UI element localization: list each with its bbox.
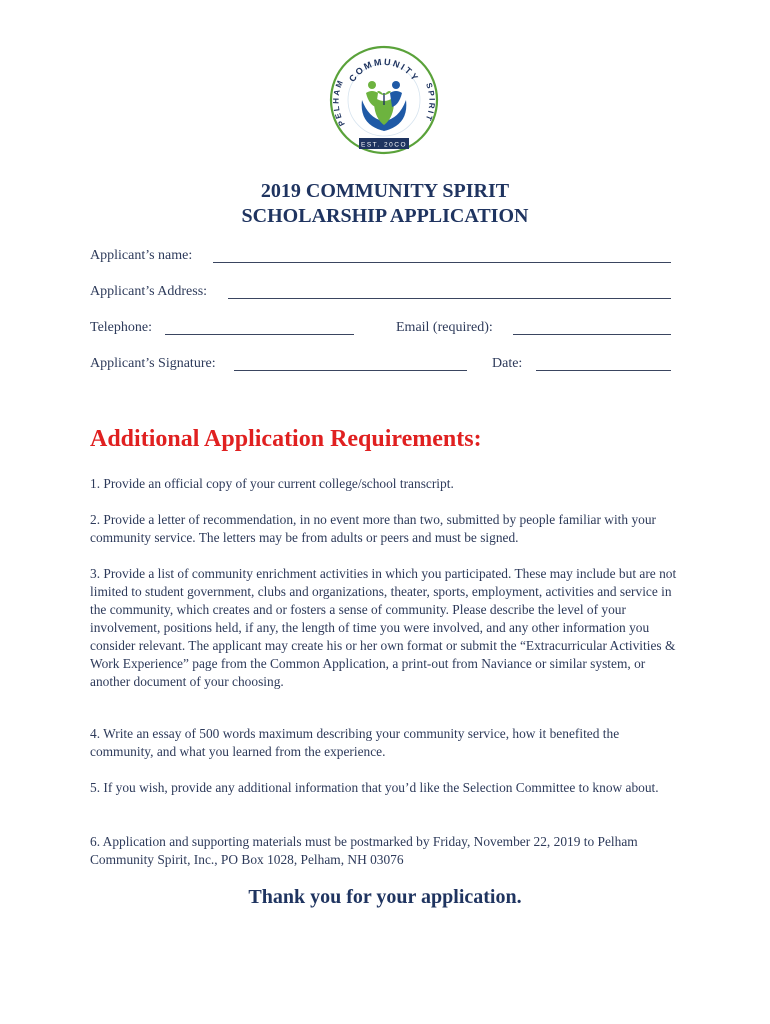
- requirement-item-2: 2. Provide a letter of recommendation, in no event more than two, submitted by people familiar with your community service. The letters may be from adults or peers and must be signed.: [90, 512, 656, 545]
- logo-left-text: PELHAM: [331, 77, 347, 128]
- date-field[interactable]: [536, 370, 671, 371]
- page-title-line-1: 2019 COMMUNITY SPIRIT: [260, 180, 510, 202]
- logo-right-text: SPIRIT: [423, 81, 437, 124]
- applicant-signature-label: Applicant’s Signature:: [90, 356, 216, 371]
- requirement-item-6: 6. Application and supporting materials must be postmarked by Friday, November 22, 2019 to Pelham Community Spirit, Inc., PO Box 1028, Pelham, NH 03076: [90, 834, 638, 867]
- requirement-item-1: 1. Provide an official copy of your current college/school transcript.: [90, 476, 454, 491]
- requirement-item-4: 4. Write an essay of 500 words maximum describing your community service, how it benefited the community, and what you learned from the experience.: [90, 726, 620, 759]
- closing-thank-you: Thank you for your application.: [248, 886, 522, 908]
- requirements-heading: Additional Application Requirements:: [90, 426, 482, 452]
- requirement-item-3: 3. Provide a list of community enrichment activities in which you participated. These may include but are not limited to student government, clubs and organizations, theater, sports, employment, activities and service in the community, which creates and or fosters a sense of community. Please describe the level of your involvement, positions held, if any, the length of time you were involved, and any other information you consider relevant. The applicant may create his or her own format or submit the “Extracurricular Activities & Work Experience” page from the Common Application, a print-out from Naviance or similar system, or another document of your choosing.: [90, 566, 677, 689]
- logo-ring-text: COMMUNITY: [346, 56, 422, 84]
- logo-established-text: EST. 20CO: [360, 141, 408, 149]
- date-label: Date:: [492, 356, 523, 371]
- pelham-community-spirit-logo: [329, 45, 439, 160]
- requirement-item-5: 5. If you wish, provide any additional information that you’d like the Selection Committee to know about.: [90, 780, 659, 795]
- applicant-signature-field[interactable]: [234, 370, 467, 371]
- applicant-address-field[interactable]: [228, 298, 671, 299]
- applicant-address-label: Applicant’s Address:: [90, 284, 208, 299]
- email-field[interactable]: [513, 334, 671, 335]
- applicant-name-label: Applicant’s name:: [90, 248, 193, 263]
- telephone-label: Telephone:: [90, 320, 152, 335]
- email-label: Email (required):: [396, 320, 493, 335]
- telephone-field[interactable]: [165, 334, 354, 335]
- page-title-line-2: SCHOLARSHIP APPLICATION: [241, 205, 529, 227]
- applicant-name-field[interactable]: [213, 262, 671, 263]
